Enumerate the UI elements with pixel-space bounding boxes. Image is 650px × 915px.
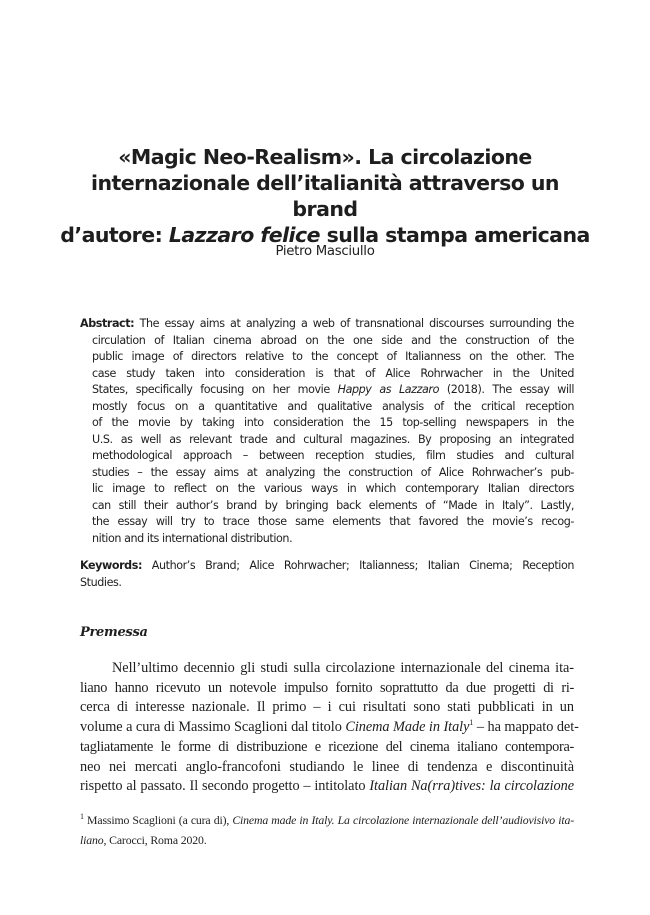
abstract-line: the essay will try to trace those same elements that favored the movie’s recog-: [92, 515, 574, 528]
keywords-label: Keywords:: [80, 559, 142, 572]
title-film-name: Lazzaro felice: [168, 223, 320, 247]
footnote-book-title: liano: [80, 833, 104, 847]
title-line-1: «Magic Neo-Realism». La circolazione: [118, 145, 532, 169]
footnote-text: , Carocci, Roma 2020.: [103, 833, 207, 847]
title-line-3-pre: d’autore:: [60, 223, 169, 247]
title-line-2: internazionale dell’italianità attraverso un brand: [91, 171, 559, 221]
body-line: Nell’ultimo decennio gli studi sulla circolazione internazionale del cinema ita-: [112, 660, 574, 676]
footnote-ref[interactable]: 1: [469, 718, 474, 728]
footnote-number: 1: [80, 812, 84, 822]
abstract-line: circulation of Italian cinema abroad on the one side and the construction of the: [92, 333, 574, 347]
abstract-line: U.S. as well as relevant trade and cultural magazines. By proposing an integrated: [92, 432, 574, 446]
footnote: [80, 810, 574, 850]
abstract-line: [80, 382, 574, 399]
abstract-text: (2018). The essay will: [439, 383, 575, 396]
footnote-line: [80, 810, 574, 830]
abstract-line: nition and its international distribution.: [92, 531, 293, 545]
keywords-line: [80, 557, 574, 574]
body-line: [80, 777, 574, 797]
abstract-line: of the movie by taking into consideration the 15 top-selling newspapers in the: [92, 416, 574, 429]
cited-book-title: Cinema Made in Italy: [345, 719, 470, 736]
abstract-text: States, specifically focusing on her movie: [92, 383, 338, 396]
body-paragraph: [80, 659, 579, 797]
author-name: Pietro Masciullo: [275, 244, 375, 259]
body-text: – ha mappato det-: [473, 719, 579, 736]
footnote-text: Massimo Scaglioni (a cura di),: [83, 813, 233, 827]
body-line: [80, 718, 579, 738]
abstract-line: can still their author’s brand by bringing back elements of “Made in Italy”. Lastly,: [92, 498, 574, 512]
abstract-line: studies – the essay aims at analyzing the construction of Alice Rohrwacher’s pub-: [92, 465, 574, 479]
keywords-text: Author’s Brand; Alice Rohrwacher; Italianness; Italian Cinema; Reception: [141, 559, 574, 572]
abstract-line: mostly focus on a quantitative and qualitative analysis of the critical reception: [92, 399, 574, 413]
abstract-line: public image of directors relative to the concept of Italianness on the other. The: [92, 350, 574, 363]
abstract-line: methodological approach – between reception studies, film studies and cultural: [92, 449, 574, 462]
paper-title: [60, 144, 590, 248]
abstract-line: lic image to reflect on the various ways in which contemporary Italian directors: [92, 482, 574, 495]
abstract-text: The essay aims at analyzing a web of transnational discourses surrounding the: [134, 317, 574, 330]
body-text: volume a cura di Massimo Scaglioni dal titolo: [80, 719, 346, 736]
keywords-line: Studies.: [80, 576, 122, 589]
body-line: neo nei mercati anglo-francofoni studiando le linee di tendenza e discontinuità: [80, 758, 574, 775]
section-title: Premessa: [80, 625, 148, 640]
body-line: tagliatamente le forme di distribuzione e ricezione del cinema italiano contempora-: [80, 738, 574, 755]
abstract-label: Abstract:: [80, 317, 135, 330]
body-line: liano hanno ricevuto un notevole impulso fornito soprattutto da due progetti di ri-: [80, 679, 574, 696]
keywords: [80, 557, 574, 591]
footnote-line: [80, 830, 574, 850]
footnote-book-title: Cinema made in Italy. La circolazione internazionale dell’audiovisivo ita-: [232, 813, 575, 827]
abstract-line: [80, 316, 574, 333]
movie-title: Happy as Lazzaro: [337, 383, 439, 396]
abstract-line: case study taken into consideration is that of Alice Rohrwacher in the United: [92, 366, 574, 380]
abstract: [80, 316, 574, 547]
body-line: cerca di interesse nazionale. Il primo – i cui risultati sono stati pubblicati in un: [80, 699, 574, 716]
title-line-3-post: sulla stampa americana: [319, 223, 590, 247]
body-text: rispetto al passato. Il secondo progetto – intitolato: [80, 778, 370, 795]
project-title: Italian Na(rra)tives: la circolazione: [369, 778, 574, 795]
